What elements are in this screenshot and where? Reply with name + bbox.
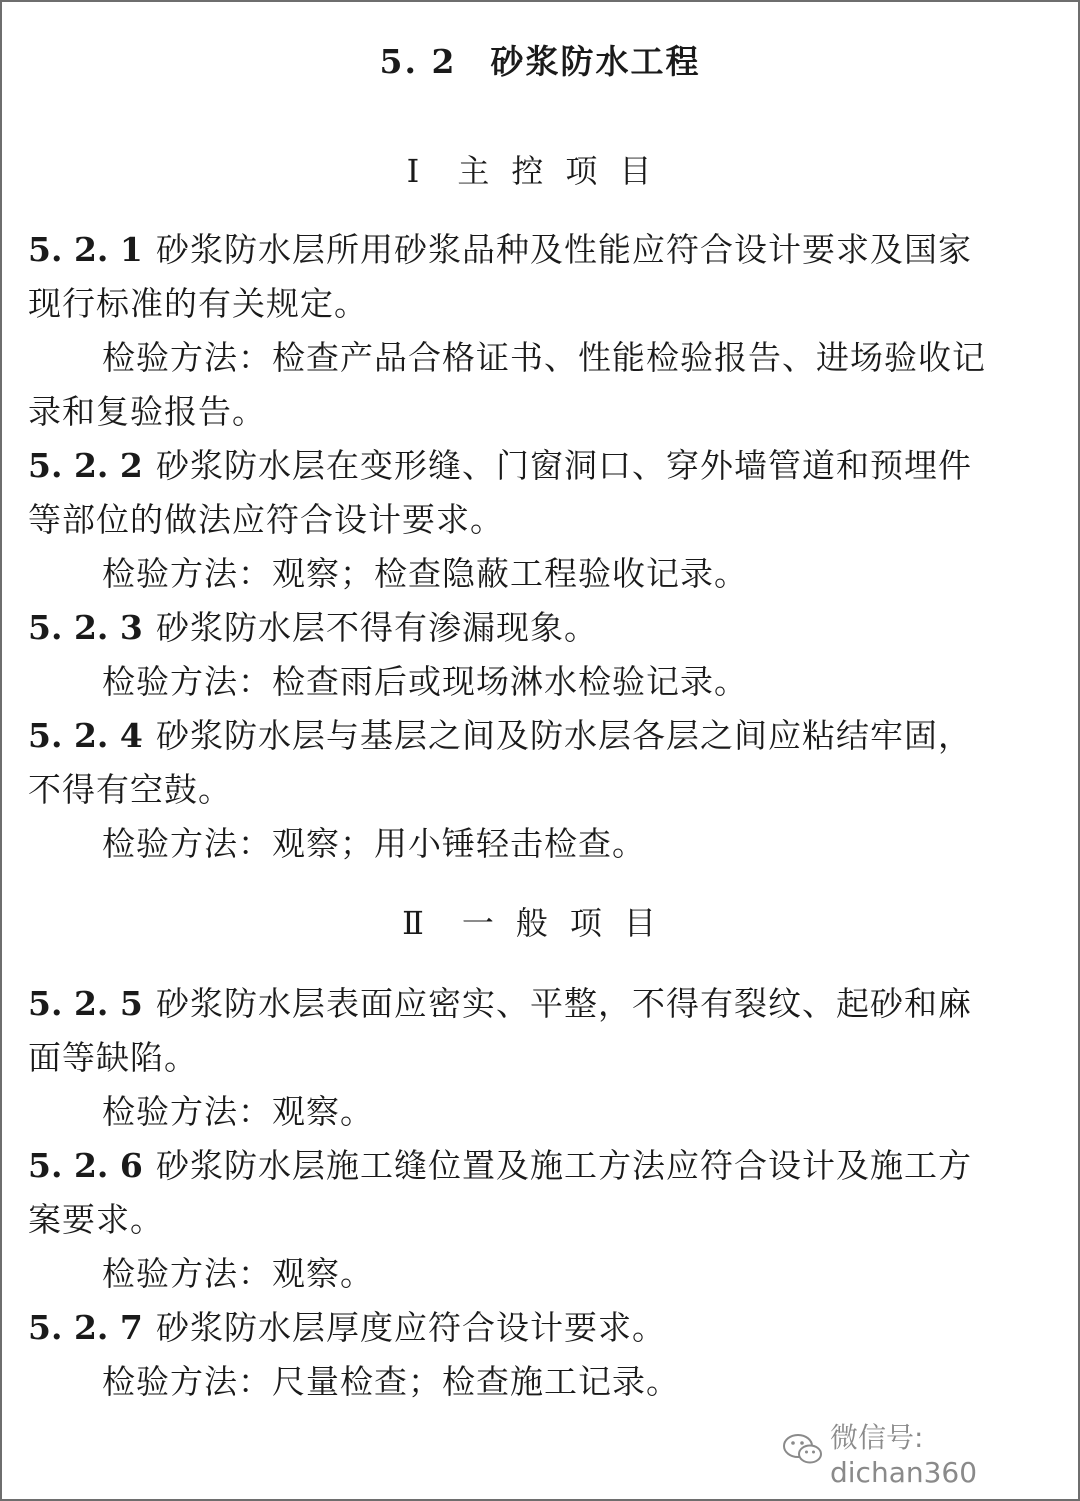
clause-number: 5. 2. 2 bbox=[28, 446, 143, 485]
clause-line bbox=[28, 604, 1038, 652]
inspection-method-line bbox=[102, 334, 1080, 382]
group-label: 一般项目 bbox=[461, 904, 678, 942]
group-label: 主控项目 bbox=[457, 152, 674, 190]
inspection-method-line bbox=[102, 1088, 1080, 1136]
inspection-method-text: 录和复验报告。 bbox=[28, 392, 266, 431]
clause-line bbox=[28, 980, 1038, 1028]
inspection-method-text: 检验方法：观察；用小锤轻击检查。 bbox=[102, 824, 646, 863]
clause-text: 砂浆防水层厚度应符合设计要求。 bbox=[156, 1308, 666, 1347]
clause-number: 5. 2. 5 bbox=[28, 984, 143, 1023]
group-roman-numeral: Ⅰ bbox=[406, 152, 420, 190]
clause-line bbox=[28, 1142, 1038, 1190]
clause-number: 5. 2. 7 bbox=[28, 1308, 143, 1347]
clause-number: 5. 2. 1 bbox=[28, 230, 143, 269]
watermark-text: 微信号: dichan360 bbox=[830, 1420, 978, 1489]
clause-text: 砂浆防水层在变形缝、门窗洞口、穿外墙管道和预埋件 bbox=[156, 446, 972, 485]
clause-line bbox=[28, 1304, 1038, 1352]
clause-number: 5. 2. 3 bbox=[28, 608, 143, 647]
clause-line bbox=[28, 280, 1038, 328]
clause-number: 5. 2. 4 bbox=[28, 716, 143, 755]
clause-text: 案要求。 bbox=[28, 1200, 164, 1239]
section-number: 5. 2 bbox=[379, 42, 457, 81]
clause-text: 砂浆防水层与基层之间及防水层各层之间应粘结牢固， bbox=[156, 716, 972, 755]
clause-text: 不得有空鼓。 bbox=[28, 770, 232, 809]
clause-text: 等部位的做法应符合设计要求。 bbox=[28, 500, 504, 539]
clause-line bbox=[28, 1034, 1038, 1082]
clause-text: 砂浆防水层所用砂浆品种及性能应符合设计要求及国家 bbox=[156, 230, 972, 269]
wechat-icon bbox=[782, 1432, 830, 1473]
clause-line bbox=[28, 766, 1038, 814]
clause-text: 现行标准的有关规定。 bbox=[28, 284, 368, 323]
inspection-method-text: 检验方法：观察。 bbox=[102, 1254, 374, 1293]
clause-text: 砂浆防水层施工缝位置及施工方法应符合设计及施工方 bbox=[156, 1146, 972, 1185]
inspection-method-text: 检验方法：检查产品合格证书、性能检验报告、进场验收记 bbox=[102, 338, 986, 377]
inspection-method-text: 检验方法：观察；检查隐蔽工程验收记录。 bbox=[102, 554, 748, 593]
clause-text: 砂浆防水层不得有渗漏现象。 bbox=[156, 608, 598, 647]
group-heading-main-control bbox=[2, 148, 1078, 194]
clause-line bbox=[28, 496, 1038, 544]
section-title bbox=[2, 38, 1078, 86]
group-roman-numeral: Ⅱ bbox=[402, 904, 424, 942]
inspection-method-line bbox=[102, 658, 1080, 706]
clause-text: 砂浆防水层表面应密实、平整，不得有裂纹、起砂和麻 bbox=[156, 984, 972, 1023]
clause-line bbox=[28, 226, 1038, 274]
inspection-method-line bbox=[102, 1358, 1080, 1406]
inspection-method-line bbox=[102, 1250, 1080, 1298]
clause-line bbox=[28, 712, 1038, 760]
clause-number: 5. 2. 6 bbox=[28, 1146, 143, 1185]
group-heading-general bbox=[2, 900, 1078, 946]
clause-line bbox=[28, 1196, 1038, 1244]
inspection-method-text: 检验方法：观察。 bbox=[102, 1092, 374, 1131]
clause-line bbox=[28, 442, 1038, 490]
clause-text: 面等缺陷。 bbox=[28, 1038, 198, 1077]
inspection-method-text: 检验方法：检查雨后或现场淋水检验记录。 bbox=[102, 662, 748, 701]
section-title-text: 砂浆防水工程 bbox=[490, 42, 701, 81]
inspection-method-line bbox=[102, 820, 1080, 868]
inspection-method-line bbox=[102, 550, 1080, 598]
wechat-watermark bbox=[782, 1420, 1078, 1489]
inspection-method-line bbox=[28, 388, 1038, 436]
inspection-method-text: 检验方法：尺量检查；检查施工记录。 bbox=[102, 1362, 680, 1401]
